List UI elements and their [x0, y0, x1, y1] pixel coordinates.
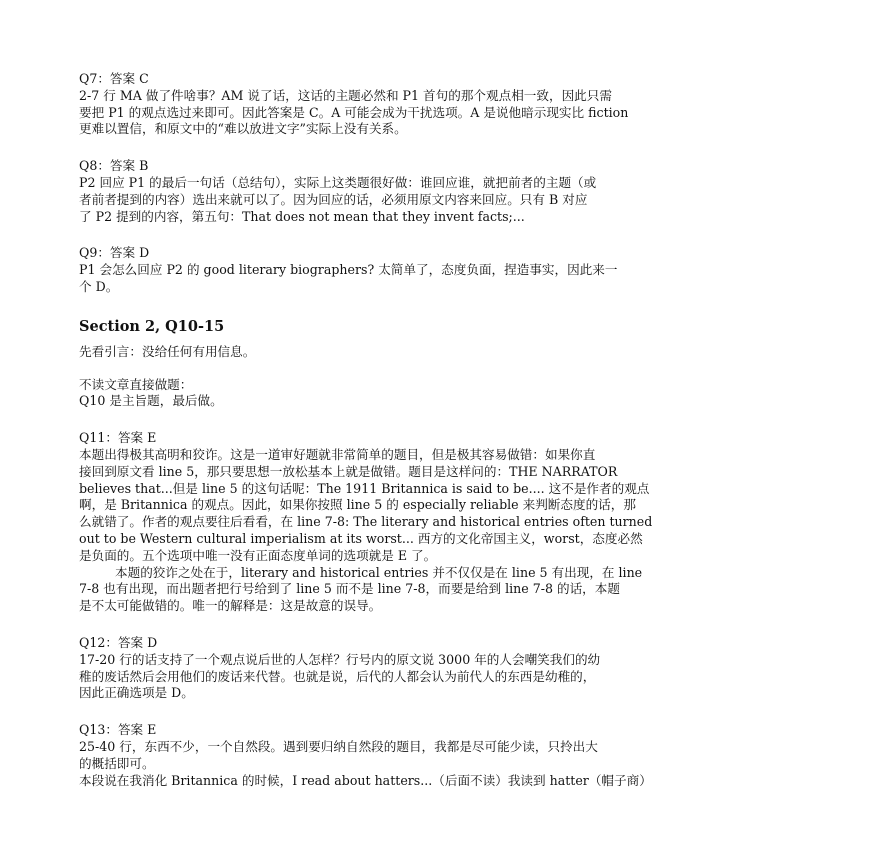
- q7-block: [79, 71, 795, 138]
- document-body: [79, 71, 795, 789]
- section-line: 不读文章直接做题：: [79, 376, 193, 392]
- q8-block: [79, 158, 795, 225]
- q11-block: [79, 430, 795, 615]
- q11-line: out to be Western cultural imperialism at its worst... 西方的文化帝国主义，worst，态度必然: [79, 530, 643, 546]
- q9-line: P1 会怎么回应 P2 的 good literary biographers? 太简单了，态度负面，捏造事实，因此来一: [79, 262, 618, 278]
- q13-explanation: [79, 739, 795, 789]
- q12-title: Q12：答案 D: [79, 634, 158, 650]
- q9-explanation: [79, 262, 795, 296]
- q7-line: 更难以置信，和原文中的“难以放进文字”实际上没有关系。: [79, 121, 407, 137]
- q13-line: 25-40 行，东西不少，一个自然段。遇到要归纳自然段的题目，我都是尽可能少读，只拎出大: [79, 738, 598, 754]
- q12-line: 17-20 行的话支持了一个观点说后世的人怎样？行号内的原文说 3000 年的人会嘲笑我们的幼: [79, 651, 601, 667]
- q11-line: 是负面的。五个选项中唯一没有正面态度单词的选项就是 E 了。: [79, 547, 437, 563]
- q11-line: 7-8 也有出现，而出题者把行号给到了 line 5 而不是 line 7-8，而要是给到 line 7-8 的话，本题: [79, 581, 620, 597]
- q7-title: Q7：答案 C: [79, 71, 149, 86]
- q11-line: 本题出得极其高明和狡诈。这是一道审好题就非常简单的题目，但是极其容易做错：如果你直: [79, 446, 596, 462]
- q7-explanation: [79, 88, 795, 138]
- q13-block: [79, 722, 795, 789]
- q12-block: [79, 635, 795, 702]
- section-2-block: [79, 318, 795, 410]
- q11-line: believes that...但是 line 5 的这句话呢：The 1911 Britannica is said to be.... 这不是作者的观点: [79, 480, 650, 496]
- q11-line: 么就错了。作者的观点要往后看看，在 line 7-8: The literary and historical entries often turned: [79, 514, 653, 530]
- section-instructions: [79, 377, 795, 411]
- q11-line: 接回到原文看 line 5，那只要思想一放松基本上就是做错。题目是这样问的：THE NARRATOR: [79, 463, 618, 479]
- q8-explanation: [79, 175, 795, 225]
- q8-title: Q8：答案 B: [79, 158, 149, 174]
- section-line: Q10 是主旨题，最后做。: [79, 393, 223, 409]
- q12-explanation: [79, 652, 795, 702]
- q12-line: 因此正确选项是 D。: [79, 685, 194, 701]
- q11-title: Q11：答案 E: [79, 430, 157, 446]
- q8-line: P2 回应 P1 的最后一句话（总结句），实际上这类题很好做：谁回应谁，就把前者的主题（或: [79, 174, 597, 190]
- q8-line: 者前者提到的内容）选出来就可以了。因为回应的话，必须用原文内容来回应。只有 B 对应: [79, 191, 588, 207]
- q13-line: 的概括即可。: [79, 755, 155, 771]
- q12-line: 稚的废话然后会用他们的废话来代替。也就是说，后代的人都会认为前代人的东西是幼稚的，: [79, 668, 596, 684]
- section-intro: 先看引言：没给任何有用信息。: [79, 343, 256, 359]
- q11-explanation: [79, 447, 795, 615]
- q13-title: Q13：答案 E: [79, 722, 157, 738]
- q9-line: 个 D。: [79, 278, 119, 294]
- q11-indented-line: 本题的狡诈之处在于，literary and historical entries 并不仅仅是在 line 5 有出现，在 line: [115, 564, 643, 580]
- q11-line: 是不太可能做错的。唯一的解释是：这是故意的误导。: [79, 598, 382, 614]
- q13-line: 本段说在我消化 Britannica 的时候，I read about hatters...（后面不读）我读到 hatter（帽子商）: [79, 772, 652, 788]
- q7-line: 2-7 行 MA 做了件啥事？AM 说了话，这话的主题必然和 P1 首句的那个观点相一致，因此只需: [79, 87, 612, 103]
- q9-title: Q9：答案 D: [79, 245, 150, 261]
- q9-block: [79, 245, 795, 295]
- q11-line: 啊，是 Britannica 的观点。因此，如果你按照 line 5 的 especially reliable 来判断态度的话，那: [79, 497, 636, 513]
- q7-line: 要把 P1 的观点选过来即可。因此答案是 C。A 可能会成为干扰选项。A 是说他暗示现实比 fiction: [79, 104, 629, 120]
- section-heading: Section 2, Q10-15: [79, 317, 225, 335]
- q8-line: 了 P2 提到的内容，第五句：That does not mean that they invent facts;...: [79, 208, 525, 224]
